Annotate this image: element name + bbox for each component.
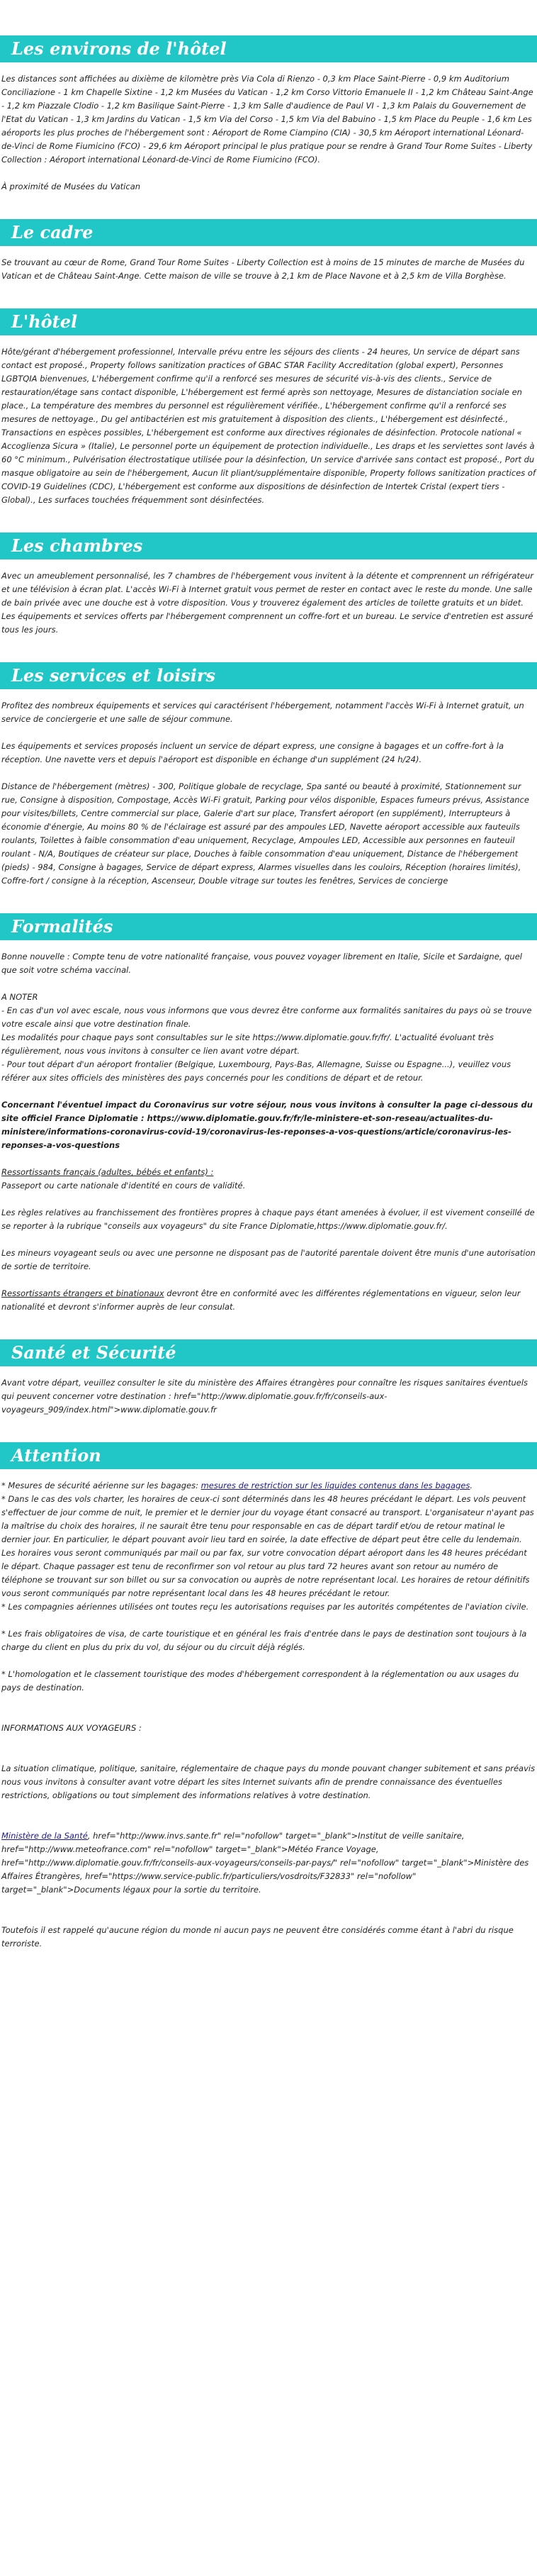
section-title-chambres: Les chambres — [0, 533, 537, 559]
section-sante — [0, 1339, 537, 1417]
section-services — [0, 662, 537, 888]
section-content-chambres — [0, 559, 537, 637]
section-title-sante: Santé et Sécurité — [0, 1339, 537, 1366]
attention-classification: * L'homologation et le classement touristique des modes d'hébergement correspondent à la réglementation ou aux usages du pays de destination. — [1, 1669, 519, 1693]
formalites-good-news: Bonne nouvelle : Compte tenu de votre nationalité française, vous pouvez voyager librement en Italie, Sicile et Sardaigne, quel que soit votre schéma vaccinal. — [1, 952, 522, 975]
section-title-formalites: Formalités — [0, 913, 537, 940]
section-title-hotel: L'hôtel — [0, 308, 537, 335]
formalites-french-nationals-heading: Ressortissants français (adultes, bébés et enfants) : — [1, 1167, 214, 1177]
attention-situation: La situation climatique, politique, sanitaire, réglementaire de chaque pays du monde pouvant changer subitement et sans préavis — [1, 1763, 536, 1773]
formalites-french-nationals-docs: Passeport ou carte nationale d'identité en cours de validité. — [1, 1181, 246, 1191]
formalites-foreign-nationals-heading: Ressortissants étrangers et binationaux — [1, 1288, 164, 1298]
section-content-cadre — [0, 246, 537, 283]
chambres-text: Avec un ameublement personnalisé, les 7 chambres de l'hébergement vous invitent à la détente et comprennent un réfrigérateur et une télévision à écran plat. L'accès Wi-Fi à Internet gratuit vous permet de rester en contact avec le reste du monde. Une salle de bain privée avec une douche est à votre disposition. Vous y trouverez également des articles de toilette gratuits et un bidet. Les équipements et services offerts par l'hébergement comprennent un coffre-fort et un bureau. Le service d'entretien est assuré tous les jours. — [1, 571, 534, 635]
environs-distances: Les distances sont affichées au dixième de kilomètre près Via Cola di Rienzo - 0,3 km Place Saint-Pierre - 0,9 km Auditorium Conciliazione - 1 km Chapelle Sixtine - 1,2 km Musées du Vatican - 1,2 km Corso Vittorio Emanuele II - 1,2 km Château Saint-Ange - 1,2 km Piazzale Clodio - 1,2 km Basilique Saint-Pierre - 1,3 km Salle d'audience de Paul VI - 1,3 km Palais du Gouvernement de l'Etat du Vatican - 1,3 km Jardins du Vatican - 1,5 km Via del Corso - 1,5 km Via del Babuino - 1,5 km Place du Peuple - 1,6 km Les aéroports les plus proches de l'hébergement sont : Aéroport de Rome Ciampino (CIA) - 30,5 km Aéroport international Léonard-de-Vinci de Rome Fiumicino (FCO) - 29,6 km Aéroport principal le plus pratique pour se rendre à Grand Tour Rome Suites - Liberty Collection : Aéroport international Léonard-de-Vinci de Rome Fiumicino (FCO). — [1, 74, 533, 165]
section-title-services: Les services et loisirs — [0, 662, 537, 689]
formalites-note-frontalier: - Pour tout départ d'un aéroport frontalier (Belgique, Luxembourg, Pays-Bas, Allemagne, Suisse ou Espagne...), veuillez vous référer aux sites officiels des ministères des pays concernés pour les conditions de départ et de retour. — [1, 1059, 511, 1083]
section-content-environs — [0, 62, 537, 194]
ministere-sante-link[interactable]: Ministère de la Santé — [1, 1831, 88, 1841]
environs-nearby: À proximité de Musées du Vatican — [1, 182, 141, 191]
section-content-attention — [0, 1469, 537, 1951]
formalites-note-heading: A NOTER — [1, 992, 38, 1002]
section-attention — [0, 1442, 537, 1951]
attention-baggage-suffix: . — [470, 1481, 473, 1490]
sante-text: Avant votre départ, veuillez consulter le site du ministère des Affaires étrangères pour connaître les risques sanitaires éventuels qui peuvent concerner votre destination : href="http://www.diplomatie.gouv.fr/fr/conseils-aux-voyageurs_909/index.html">www.diplomatie.gouv.fr — [1, 1378, 528, 1415]
attention-info-heading: INFORMATIONS AUX VOYAGEURS : — [1, 1723, 142, 1733]
attention-consult: nous vous invitons à consulter avant votre départ les sites Internet suivants afin de prendre connaissance des éventuelles restrictions, obligations ou tout simplement des informations relatives à votre destination. — [1, 1777, 502, 1800]
section-hotel — [0, 308, 537, 507]
formalites-border-rules: Les règles relatives au franchissement des frontières propres à chaque pays étant amenées à évoluer, il est vivement conseillé de se reporter à la rubrique "conseils aux voyageurs" du site France Diplomatie,https://www.diplomatie.gouv.fr/. — [1, 1208, 535, 1231]
section-title-cadre: Le cadre — [0, 219, 537, 246]
section-formalites — [0, 913, 537, 1314]
formalites-foreign-nationals-text: devront être en conformité avec les différentes réglementations en vigueur, selon leur nationalité et devront s'informer auprès de leur consulat. — [1, 1288, 521, 1312]
section-content-services — [0, 689, 537, 888]
hotel-text: Hôte/gérant d'hébergement professionnel, Intervalle prévu entre les séjours des clients - 24 heures, Un service de départ sans contact est proposé., Property follows sanitization practices of GBAC STAR Facility Accreditation (global expert), Personnes LGBTQIA bienvenues, L'hébergement confirme qu'il a renforcé ses mesures de sécurité vis-à-vis des clients., Service de restauration/étage sans contact disponible, L'hébergement est fermé après son nettoyage, Mesures de distanciation sociale en place., La température des membres du personnel est régulièrement vérifiée., L'hébergement confirme qu'il a renforcé ses mesures de nettoyage., Du gel antibactérien est mis gratuitement à disposition des clients., L'hébergement est désinfecté., Transactions en espèces possibles, L'hébergement est conforme aux directives régionales de désinfection. Protocole national « Accoglienza Sicura » (Italie), Le personnel porte un équipement de protection individuelle., Les draps et les serviettes sont lavés à 60 °C minimum., Pulvérisation électrostatique utilisée pour la désinfection, Un service d'arrivée sans contact est proposé., Port du masque obligatoire au sein de l'hébergement, Aucun lit pliant/supplémentaire disponible, Property follows sanitization practices of COVID-19 Guidelines (CDC), L'hébergement est conforme aux dispositions de désinfection de Intertek Cristal (expert tiers - Global)., Les surfaces touchées fréquemment sont désinfectées. — [1, 347, 536, 505]
section-title-environs: Les environs de l'hôtel — [0, 35, 537, 62]
section-content-hotel — [0, 335, 537, 507]
cadre-text: Se trouvant au cœur de Rome, Grand Tour Rome Suites - Liberty Collection est à moins de 15 minutes de marche de Musées du Vatican et de Château Saint-Ange. Cette maison de ville se trouve à 2,1 km de Place Navone et à 2,5 km de Villa Borghèse. — [1, 257, 525, 281]
formalites-note-modalites: Les modalités pour chaque pays sont consultables sur le site https://www.diplomatie.gouv.fr/fr/. L'actualité évoluant très régulièrement, nous vous invitons à consulter ce lien avant votre départ. — [1, 1032, 494, 1056]
attention-links-text: , href="http://www.invs.sante.fr" rel="nofollow" target="_blank">Institut de veille sanitaire, href="http://www.meteofrance.com" rel="nofollow" target="_blank">Météo France Voyage, href="http://www.diplomatie.gouv.fr/fr/conseils-aux-voyageurs/conseils-par-pays/" rel="nofollow" target="_blank">Ministère des Affaires Étrangères, href="https://www.service-public.fr/particuliers/vosdroits/F32833" rel="nofollow" target="_blank">Documents légaux pour la sortie du territoire. — [1, 1831, 529, 1895]
attention-baggage-prefix: * Mesures de sécurité aérienne sur les bagages: — [1, 1481, 201, 1490]
formalites-coronavirus: Concernant l'éventuel impact du Coronavirus sur votre séjour, nous vous invitons à consulter la page ci-dessous du site officiel France Diplomatie : https://www.diplomatie.gouv.fr/fr/le-ministere-et-son-reseau/actualites-du-ministere/informations-coronavirus-covid-19/coronavirus-les-reponses-a-vos-questions/article/coronavirus-les-reponses-a-vos-questions — [1, 1100, 533, 1150]
services-list: Distance de l'hébergement (mètres) - 300, Politique globale de recyclage, Spa santé ou beauté à proximité, Stationnement sur rue, Consigne à disposition, Compostage, Accès Wi-Fi gratuit, Parking pour vélos disponible, Espaces fumeurs prévus, Assistance pour visites/billets, Centre commercial sur place, Galerie d'art sur place, Transfert aéroport (en supplément), Interrupteurs à économie d'énergie, Au moins 80 % de l'éclairage est assuré par des ampoules LED, Navette aéroport accessible aux fauteuils roulants, Toilettes à faible consommation d'eau uniquement, Recyclage, Ampoules LED, Accessible aux personnes en fauteuil roulant - N/A, Boutiques de créateur sur place, Douches à faible consommation d'eau uniquement, Distance de l'hébergement (pieds) - 984, Consigne à bagages, Service de départ express, Alarmes visuelles dans les couloirs, Réception (horaires limités), Coffre-fort / consigne à la réception, Ascenseur, Double vitrage sur toutes les fenêtres, Services de concierge — [1, 781, 529, 886]
section-chambres — [0, 533, 537, 637]
attention-charter-flights: * Dans le cas des vols charter, les horaires de ceux-ci sont déterminés dans les 48 heures précédant le départ. Les vols peuvent s'effectuer de jour comme de nuit, le premier et le dernier jour du voyage étant consacré au transport. L'organisateur n'ayant pas la maîtrise du choix des horaires, il ne saurait être tenu pour responsable en cas de départ tardif et/ou de retour matinal le dernier jour. En particulier, le départ pouvant avoir lieu tard en soirée, la date effective de départ peut être celle du lendemain. Les horaires vous seront communiqués par mail ou par fax, sur votre convocation départ aéroport dans les 48 heures précédant le départ. Chaque passager est tenu de reconfirmer son vol retour au plus tard 72 heures avant son retour au numéro de téléphone se trouvant sur son billet ou sur sa convocation ou auprès de notre représentant local. Les horaires de retour définitifs vous seront communiqués par notre représentant local dans les 48 heures précédant le retour. — [1, 1494, 534, 1598]
section-content-formalites — [0, 940, 537, 1314]
section-content-sante — [0, 1366, 537, 1417]
liquids-restriction-link[interactable]: mesures de restriction sur les liquides contenus dans les bagages — [200, 1481, 470, 1490]
formalites-minors: Les mineurs voyageant seuls ou avec une personne ne disposant pas de l'autorité parentale doivent être munis d'une autorisation de sortie de territoire. — [1, 1248, 536, 1271]
services-intro: Profitez des nombreux équipements et services qui caractérisent l'hébergement, notamment l'accès Wi-Fi à Internet gratuit, un service de conciergerie et une salle de séjour commune. — [1, 701, 524, 724]
services-equipments: Les équipements et services proposés incluent un service de départ express, une consigne à bagages et un coffre-fort à la réception. Une navette vers et depuis l'aéroport est disponible en échange d'un supplément (24 h/24). — [1, 741, 504, 764]
section-title-attention: Attention — [0, 1442, 537, 1469]
attention-terrorism: Toutefois il est rappelé qu'aucune région du monde ni aucun pays ne peuvent être considérés comme étant à l'abri du risque terroriste. — [1, 1925, 514, 1948]
attention-airlines: * Les compagnies aériennes utilisées ont toutes reçu les autorisations requises par les autorités compétentes de l'aviation civile. — [1, 1602, 529, 1612]
attention-visa-fees: * Les frais obligatoires de visa, de carte touristique et en général les frais d'entrée dans le pays de destination sont toujours à la charge du client en plus du prix du vol, du séjour ou du circuit déjà réglés. — [1, 1629, 527, 1652]
section-environs — [0, 35, 537, 194]
section-cadre — [0, 219, 537, 283]
formalites-note-escale: - En cas d'un vol avec escale, nous vous informons que vous devrez être conforme aux formalités sanitaires du pays où se trouve votre escale ainsi que votre destination finale. — [1, 1005, 532, 1029]
